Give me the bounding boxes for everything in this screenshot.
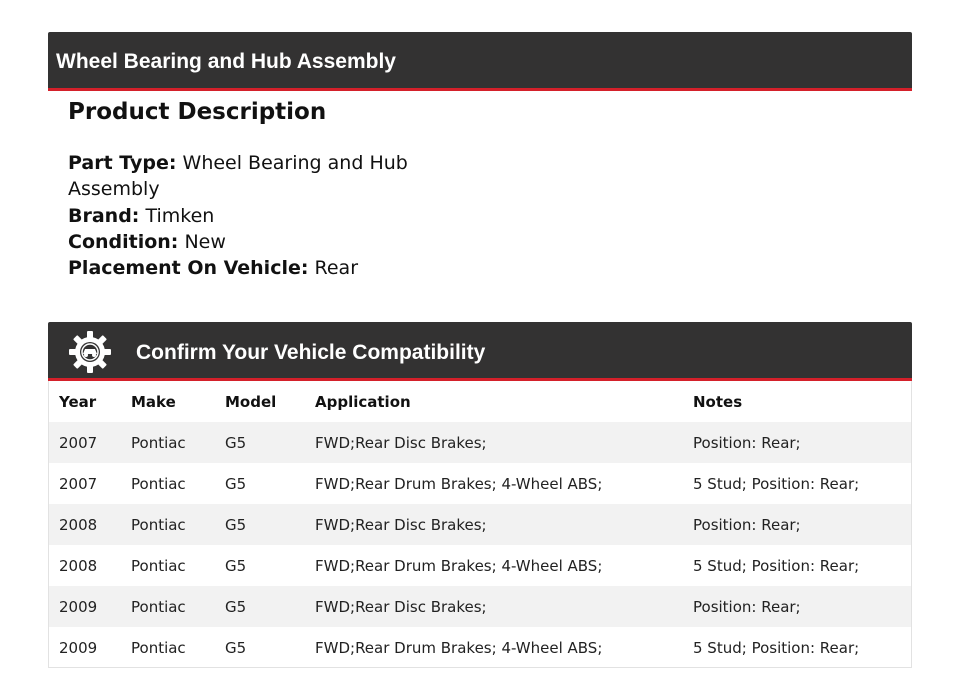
cell-year: 2007 — [59, 474, 98, 493]
description-heading: Product Description — [68, 99, 327, 125]
spec-part-type — [68, 150, 428, 203]
spec-key: Condition: — [68, 230, 179, 253]
cell-model: G5 — [225, 556, 247, 575]
compatibility-banner — [48, 322, 912, 381]
column-header-application: Application — [315, 392, 411, 411]
cell-application: FWD;Rear Drum Brakes; 4-Wheel ABS; — [315, 638, 603, 657]
table-row — [49, 504, 911, 545]
cell-make: Pontiac — [121, 586, 215, 627]
column-header-notes: Notes — [693, 392, 743, 411]
spec-list — [68, 150, 428, 281]
spec-key: Brand: — [68, 204, 140, 227]
cell-make: Pontiac — [131, 638, 186, 657]
column-header-year: Year — [59, 392, 97, 411]
table-header-row — [49, 381, 911, 422]
cell-make: Pontiac — [131, 474, 186, 493]
table-row — [49, 422, 911, 463]
cell-notes: Position: Rear; — [683, 422, 911, 463]
spec-condition — [68, 229, 428, 255]
gear-car-icon — [68, 330, 112, 374]
cell-model: G5 — [225, 638, 247, 657]
product-title-banner — [48, 32, 912, 91]
compatibility-title: Confirm Your Vehicle Compatibility — [136, 341, 486, 364]
cell-year: 2008 — [49, 504, 121, 545]
spec-key: Placement On Vehicle: — [68, 257, 309, 280]
cell-year: 2009 — [49, 586, 121, 627]
spec-value: New — [184, 230, 226, 253]
table-row — [49, 463, 911, 504]
cell-year: 2008 — [59, 556, 98, 575]
cell-notes: 5 Stud; Position: Rear; — [693, 638, 860, 657]
cell-application: FWD;Rear Drum Brakes; 4-Wheel ABS; — [315, 474, 603, 493]
spec-value: Rear — [314, 257, 359, 280]
column-header-make: Make — [131, 392, 176, 411]
cell-notes: Position: Rear; — [683, 504, 911, 545]
cell-model: G5 — [215, 586, 305, 627]
cell-make: Pontiac — [121, 422, 215, 463]
cell-notes: Position: Rear; — [683, 586, 911, 627]
spec-value: Timken — [145, 204, 215, 227]
cell-application: FWD;Rear Disc Brakes; — [305, 422, 683, 463]
compatibility-table — [48, 381, 912, 668]
cell-application: FWD;Rear Drum Brakes; 4-Wheel ABS; — [315, 556, 603, 575]
spec-brand — [68, 203, 428, 229]
cell-year: 2007 — [49, 422, 121, 463]
table-row — [49, 545, 911, 586]
cell-application: FWD;Rear Disc Brakes; — [305, 504, 683, 545]
column-header-model: Model — [225, 392, 277, 411]
cell-model: G5 — [225, 474, 247, 493]
cell-notes: 5 Stud; Position: Rear; — [693, 474, 860, 493]
cell-model: G5 — [215, 504, 305, 545]
table-row — [49, 627, 911, 668]
product-description — [68, 96, 428, 281]
cell-year: 2009 — [59, 638, 98, 657]
cell-make: Pontiac — [121, 504, 215, 545]
cell-application: FWD;Rear Disc Brakes; — [305, 586, 683, 627]
table-row — [49, 586, 911, 627]
cell-make: Pontiac — [131, 556, 186, 575]
product-title: Wheel Bearing and Hub Assembly — [56, 50, 396, 73]
spec-key: Part Type: — [68, 152, 177, 174]
cell-notes: 5 Stud; Position: Rear; — [693, 556, 860, 575]
spec-placement — [68, 255, 428, 281]
cell-model: G5 — [215, 422, 305, 463]
spec-value: Wheel Bearing and Hub Assembly — [68, 152, 408, 201]
